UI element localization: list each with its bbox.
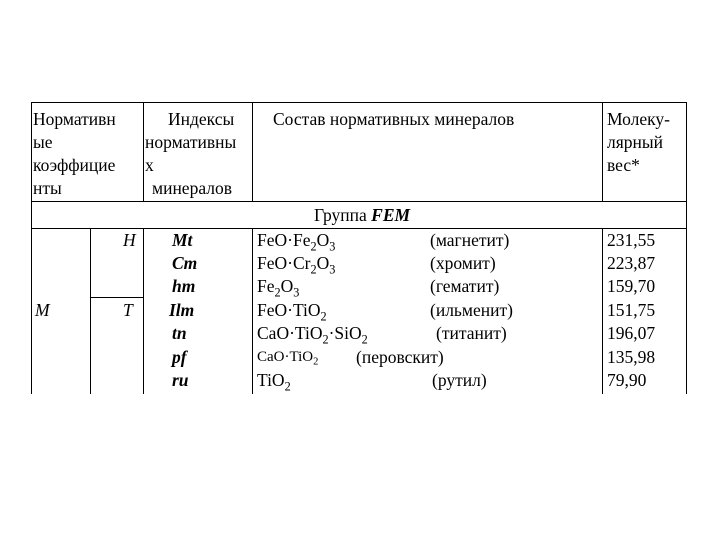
header-coef-line: Нормативн [33,109,116,129]
header-coef-line: коэффицие [33,155,116,175]
mineral-index: Mt [172,230,193,250]
molecular-weight: 223,87 [607,253,656,273]
header-index-line: минералов [152,178,232,198]
molecular-weight: 79,90 [607,370,647,390]
header-composition: Состав нормативных минералов [273,109,515,129]
mineral-index: tn [172,323,187,343]
group-title-name: FEM [371,205,411,225]
coefficient-sub-h: H [123,230,136,250]
molecular-weight: 151,75 [607,300,656,320]
mineral-formula: $FeO\cdot Fe_2O_3$ [257,230,336,254]
molecular-weight: 159,70 [607,276,656,296]
header-weight-line: Молеку- [607,109,670,129]
mineral-index: pf [172,347,187,367]
header-index-line: Индексы [168,109,235,129]
mineral-formula: TiO$_2$ [257,370,291,394]
mineral-formula: $FeO\cdot Cr_2O_3$ [257,253,336,277]
mineral-index: Cm [172,253,198,273]
molecular-weight: 231,55 [607,230,656,250]
header-index-line: х [145,155,154,175]
coefficient-main: M [35,300,50,320]
header-coef-line: нты [33,178,62,198]
mineral-index: Ilm [169,300,195,320]
mineral-formula: FeO·TiO$_2$ [257,300,327,324]
molecular-weight: 196,07 [607,323,656,343]
molecular-weight: 135,98 [607,347,656,367]
mineral-formula: CaO·TiO$_2$ [257,349,319,368]
mineral-name: (титанит) [436,323,507,343]
mineral-formula: CaO·TiO$_2$·SiO$_2$ [257,323,368,347]
mineral-name: (магнетит) [430,230,510,250]
mineral-name: (рутил) [432,370,487,390]
mineral-name: (хромит) [430,253,496,273]
coefficient-sub-t: T [123,300,133,320]
mineral-name: (ильменит) [430,300,513,320]
mineral-index: ru [172,370,189,390]
mineral-name: (гематит) [430,276,500,296]
header-coef-line: ые [33,132,53,152]
header-index-line: нормативны [145,132,237,152]
group-title [314,204,410,227]
mineral-index: hm [172,276,196,296]
header-weight-line: вес* [607,155,640,175]
header-weight-line: лярный [607,132,664,152]
mineral-formula: $Fe_2O_3$ [257,276,300,300]
group-title-prefix: Группа [314,205,367,225]
mineral-name: (перовскит) [356,347,444,367]
